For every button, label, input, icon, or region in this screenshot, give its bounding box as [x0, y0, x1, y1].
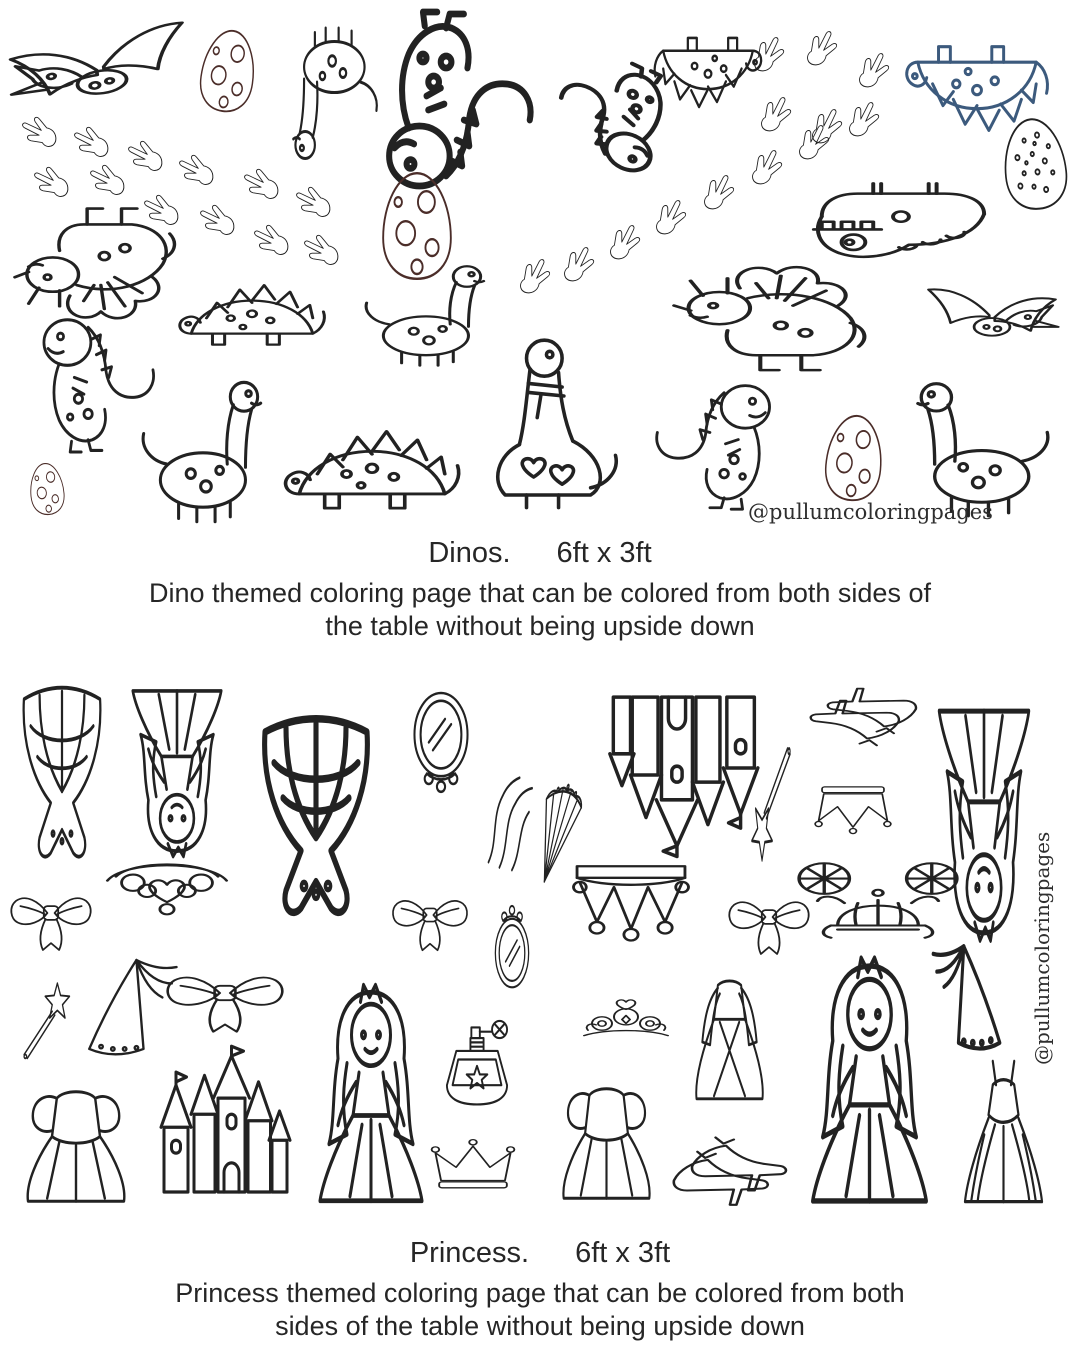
ball-gown-icon	[16, 1066, 136, 1213]
heart-dino-icon	[466, 333, 644, 513]
dinos-title: Dinos.	[428, 537, 511, 569]
dinos-size: 6ft x 3ft	[556, 537, 652, 569]
perfume-bottle-icon	[430, 1006, 524, 1113]
watermark-handle: @pullumcoloringpages	[748, 500, 993, 524]
princess-size: 6ft x 3ft	[575, 1237, 671, 1269]
crown-icon	[426, 1133, 520, 1199]
spotted-egg-3-icon	[812, 407, 896, 509]
princess-description-line2: sides of the table without being upside down	[275, 1311, 805, 1341]
hair-bow-2-icon	[388, 874, 472, 956]
hair-bow-3-icon	[724, 874, 814, 960]
mermaid-tail-bold-icon	[241, 710, 391, 930]
upside-down-spiky-dino-icon	[652, 20, 764, 148]
lace-necklace-icon	[96, 846, 238, 948]
stegosaurus-round-icon	[281, 386, 463, 528]
dino-footprint-icon	[791, 14, 854, 79]
dinos-caption-heading	[0, 537, 1080, 570]
upside-down-heels-icon	[806, 680, 928, 766]
princess-description-line1: Princess themed coloring page that can be colored from both	[175, 1278, 905, 1308]
dinos-description-line2: the table without being upside down	[325, 611, 755, 641]
dino-footprint-icon	[504, 242, 567, 307]
upside-down-crown-icon	[810, 776, 896, 840]
bronto-long-icon	[133, 368, 285, 528]
small-egg-icon	[22, 458, 73, 520]
tiara-icon	[576, 986, 676, 1053]
princess-caption-heading	[0, 1237, 1080, 1270]
big-bow-icon	[160, 948, 290, 1038]
dinos-description-line1: Dino themed coloring page that can be colored from both sides of	[149, 578, 931, 608]
pterodactyl-icon	[923, 272, 1061, 370]
hair-bow-1-icon	[6, 870, 96, 956]
magic-wand-2-icon	[10, 970, 74, 1064]
princess-hat-2-icon	[926, 931, 1016, 1058]
castle-icon	[146, 1043, 296, 1205]
dino-footprint-icon	[843, 36, 906, 101]
long-sleeve-gown-icon	[681, 971, 778, 1113]
dinos-caption	[0, 537, 1080, 643]
spotted-egg-1-icon	[186, 20, 270, 121]
watermark-handle-vertical: @pullumcoloringpages	[1030, 831, 1054, 1065]
pendant-crown-icon	[560, 850, 702, 966]
speckled-egg-icon	[988, 109, 1080, 219]
upside-down-princess-icon	[112, 680, 242, 862]
princess-caption	[0, 1237, 1080, 1343]
high-heels-icon	[661, 1113, 791, 1215]
mermaid-tail-icon	[6, 680, 118, 872]
princess-title: Princess.	[409, 1237, 530, 1269]
cute-trex-2-icon	[646, 370, 788, 512]
tulle-dress-icon	[950, 1048, 1057, 1215]
princess-long-hair-icon	[296, 978, 446, 1215]
stegosaurus-plates-icon	[176, 250, 328, 360]
crowned-mirror-icon	[480, 891, 544, 998]
gown-with-bow-icon	[553, 1063, 660, 1210]
triceratops-icon	[666, 256, 871, 380]
